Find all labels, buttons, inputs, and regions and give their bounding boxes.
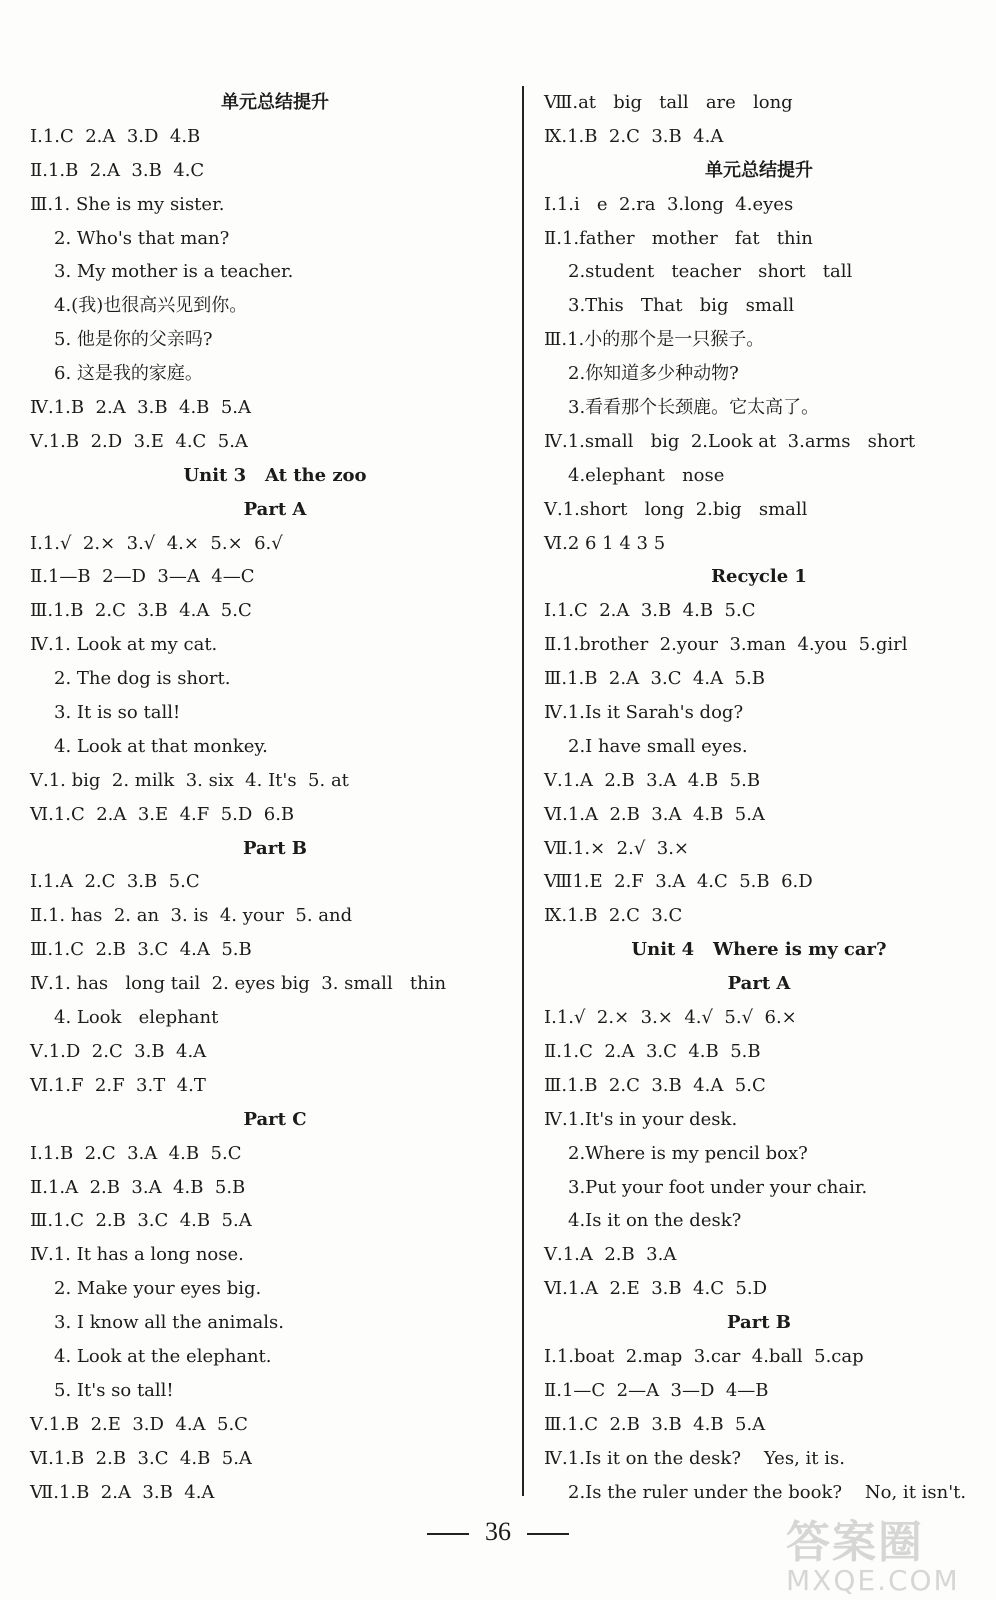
answer-line: 4.elephant nose bbox=[568, 464, 725, 486]
column-divider bbox=[522, 86, 524, 1496]
answer-line: Ⅴ.1.A 2.B 3.A bbox=[544, 1244, 677, 1266]
answer-line: Ⅳ.1.It's in your desk. bbox=[544, 1108, 738, 1130]
answer-line: Ⅵ.1.A 2.E 3.B 4.C 5.D bbox=[544, 1278, 768, 1300]
answer-line: Ⅲ.1.C 2.B 3.B 4.B 5.A bbox=[544, 1413, 766, 1435]
answer-line: Ⅳ.1.Is it Sarah's dog? bbox=[544, 702, 744, 724]
answer-line: Ⅰ.1.√ 2.× 3.× 4.√ 5.√ 6.× bbox=[544, 1007, 797, 1029]
section-heading: Part C bbox=[243, 1108, 307, 1130]
answer-line: 3. It is so tall! bbox=[54, 702, 181, 724]
watermark-logo bbox=[786, 1506, 986, 1597]
answer-line: 2. Make your eyes big. bbox=[54, 1278, 262, 1300]
answer-line: Ⅸ.1.B 2.C 3.C bbox=[544, 905, 683, 927]
answer-line: Ⅳ.1. Look at my cat. bbox=[30, 634, 218, 656]
answer-line: Ⅱ.1.C 2.A 3.C 4.B 5.B bbox=[544, 1040, 761, 1062]
answer-line: Ⅳ.1. has long tail 2. eyes big 3. small thin bbox=[30, 973, 447, 995]
answer-line: 2.student teacher short tall bbox=[568, 261, 853, 283]
answer-line: 3.This That big small bbox=[568, 295, 795, 317]
answer-line: Ⅲ.1.B 2.C 3.B 4.A 5.C bbox=[30, 600, 252, 622]
answer-line: Ⅰ.1.√ 2.× 3.√ 4.× 5.× 6.√ bbox=[30, 532, 283, 554]
section-heading: Part B bbox=[243, 837, 307, 859]
answer-line: Ⅲ.1.C 2.B 3.C 4.A 5.B bbox=[30, 939, 252, 961]
answer-line: Ⅴ.1.B 2.E 3.D 4.A 5.C bbox=[30, 1413, 248, 1435]
section-heading: 单元总结提升 bbox=[705, 159, 813, 181]
answer-line: 4. Look at that monkey. bbox=[54, 735, 268, 757]
answer-line: Ⅰ.1.i e 2.ra 3.long 4.eyes bbox=[544, 193, 794, 215]
answer-line: 6. 这是我的家庭。 bbox=[54, 363, 203, 385]
answer-line: 3.看看那个长颈鹿。它太高了。 bbox=[568, 397, 820, 419]
answer-line: Ⅳ.1.small big 2.Look at 3.arms short bbox=[544, 430, 916, 452]
answer-line: Ⅴ.1. big 2. milk 3. six 4. It's 5. at bbox=[30, 769, 349, 791]
answer-line: Ⅲ.1.小的那个是一只猴子。 bbox=[544, 329, 765, 351]
answer-line: Ⅱ.1—C 2—A 3—D 4—B bbox=[544, 1379, 769, 1401]
answer-line: Ⅰ.1.B 2.C 3.A 4.B 5.C bbox=[30, 1142, 242, 1164]
watermark-url: MXQE.COM bbox=[786, 1564, 960, 1597]
answer-line: Ⅱ.1.B 2.A 3.B 4.C bbox=[30, 159, 205, 181]
answer-line: Ⅵ.2 6 1 4 3 5 bbox=[544, 532, 666, 554]
answer-line: 2.你知道多少种动物? bbox=[568, 363, 739, 385]
answer-line: Ⅵ.1.C 2.A 3.E 4.F 5.D 6.B bbox=[30, 803, 295, 825]
answer-line: Ⅴ.1.D 2.C 3.B 4.A bbox=[30, 1040, 207, 1062]
answer-line: Ⅳ.1.B 2.A 3.B 4.B 5.A bbox=[30, 397, 252, 419]
answer-line: 2. The dog is short. bbox=[54, 668, 231, 690]
answer-line: Ⅵ.1.F 2.F 3.T 4.T bbox=[30, 1074, 206, 1096]
answer-line: 5. 他是你的父亲吗? bbox=[54, 329, 213, 351]
answer-line: Ⅶ.1.× 2.√ 3.× bbox=[544, 837, 689, 859]
answer-line: Ⅲ.1.C 2.B 3.C 4.B 5.A bbox=[30, 1210, 252, 1232]
watermark-title: 答案圈 bbox=[786, 1517, 924, 1568]
footer-dash-right bbox=[527, 1533, 569, 1535]
answer-line: Ⅴ.1.B 2.D 3.E 4.C 5.A bbox=[30, 430, 248, 452]
answer-line: Ⅰ.1.C 2.A 3.B 4.B 5.C bbox=[544, 600, 756, 622]
answer-line: Ⅷ1.E 2.F 3.A 4.C 5.B 6.D bbox=[544, 871, 813, 893]
section-heading: Part A bbox=[243, 498, 307, 520]
answer-line: Ⅷ.at big tall are long bbox=[544, 92, 793, 113]
answer-line: 4.(我)也很高兴见到你。 bbox=[54, 295, 248, 317]
answer-line: 2. Who's that man? bbox=[54, 227, 230, 249]
answer-line: Ⅱ.1.father mother fat thin bbox=[544, 227, 813, 249]
answer-line: Ⅲ.1.B 2.C 3.B 4.A 5.C bbox=[544, 1074, 766, 1096]
answer-line: Ⅴ.1.A 2.B 3.A 4.B 5.B bbox=[544, 769, 761, 791]
answer-line: 2.I have small eyes. bbox=[568, 735, 748, 757]
section-heading: 单元总结提升 bbox=[221, 92, 329, 113]
page-number: 36 bbox=[485, 1517, 511, 1546]
right-answer-column bbox=[544, 86, 984, 1509]
answer-line: Ⅸ.1.B 2.C 3.B 4.A bbox=[544, 125, 724, 147]
section-heading: Unit 3 At the zoo bbox=[183, 464, 367, 486]
answer-line: Ⅰ.1.boat 2.map 3.car 4.ball 5.cap bbox=[544, 1345, 864, 1367]
answer-line: 3. My mother is a teacher. bbox=[54, 261, 294, 283]
answer-line: 4.Is it on the desk? bbox=[568, 1210, 742, 1232]
section-heading: Unit 4 Where is my car? bbox=[631, 939, 887, 961]
answer-line: 2.Where is my pencil box? bbox=[568, 1142, 808, 1164]
answer-line: Ⅳ.1. It has a long nose. bbox=[30, 1244, 244, 1266]
answer-line: 3.Put your foot under your chair. bbox=[568, 1176, 868, 1198]
answer-line: Ⅱ.1.brother 2.your 3.man 4.you 5.girl bbox=[544, 634, 908, 656]
answer-line: Ⅲ.1.B 2.A 3.C 4.A 5.B bbox=[544, 668, 765, 690]
answer-line: Ⅵ.1.A 2.B 3.A 4.B 5.A bbox=[544, 803, 765, 825]
answer-line: Ⅱ.1—B 2—D 3—A 4—C bbox=[30, 566, 255, 588]
answer-line: Ⅳ.1.Is it on the desk? Yes, it is. bbox=[544, 1447, 845, 1469]
answer-line: 5. It's so tall! bbox=[54, 1379, 174, 1401]
section-heading: Part A bbox=[727, 973, 791, 995]
footer-dash-left bbox=[427, 1533, 469, 1535]
answer-line: 4. Look elephant bbox=[54, 1007, 219, 1029]
answer-line: Ⅴ.1.short long 2.big small bbox=[544, 498, 808, 520]
answer-line: 4. Look at the elephant. bbox=[54, 1345, 272, 1367]
answer-line: Ⅲ.1. She is my sister. bbox=[30, 193, 225, 215]
left-answer-column bbox=[30, 86, 520, 1509]
answer-line: Ⅰ.1.A 2.C 3.B 5.C bbox=[30, 871, 200, 893]
answer-line: Ⅱ.1. has 2. an 3. is 4. your 5. and bbox=[30, 905, 353, 927]
section-heading: Part B bbox=[727, 1312, 791, 1334]
section-heading: Recycle 1 bbox=[711, 566, 807, 588]
answer-line: Ⅶ.1.B 2.A 3.B 4.A bbox=[30, 1481, 215, 1503]
answer-line: Ⅵ.1.B 2.B 3.C 4.B 5.A bbox=[30, 1447, 252, 1469]
answer-line: 2.Is the ruler under the book? No, it isn't. bbox=[568, 1481, 967, 1503]
answer-line: 3. I know all the animals. bbox=[54, 1312, 284, 1334]
answer-line: Ⅰ.1.C 2.A 3.D 4.B bbox=[30, 125, 201, 147]
answer-line: Ⅱ.1.A 2.B 3.A 4.B 5.B bbox=[30, 1176, 246, 1198]
